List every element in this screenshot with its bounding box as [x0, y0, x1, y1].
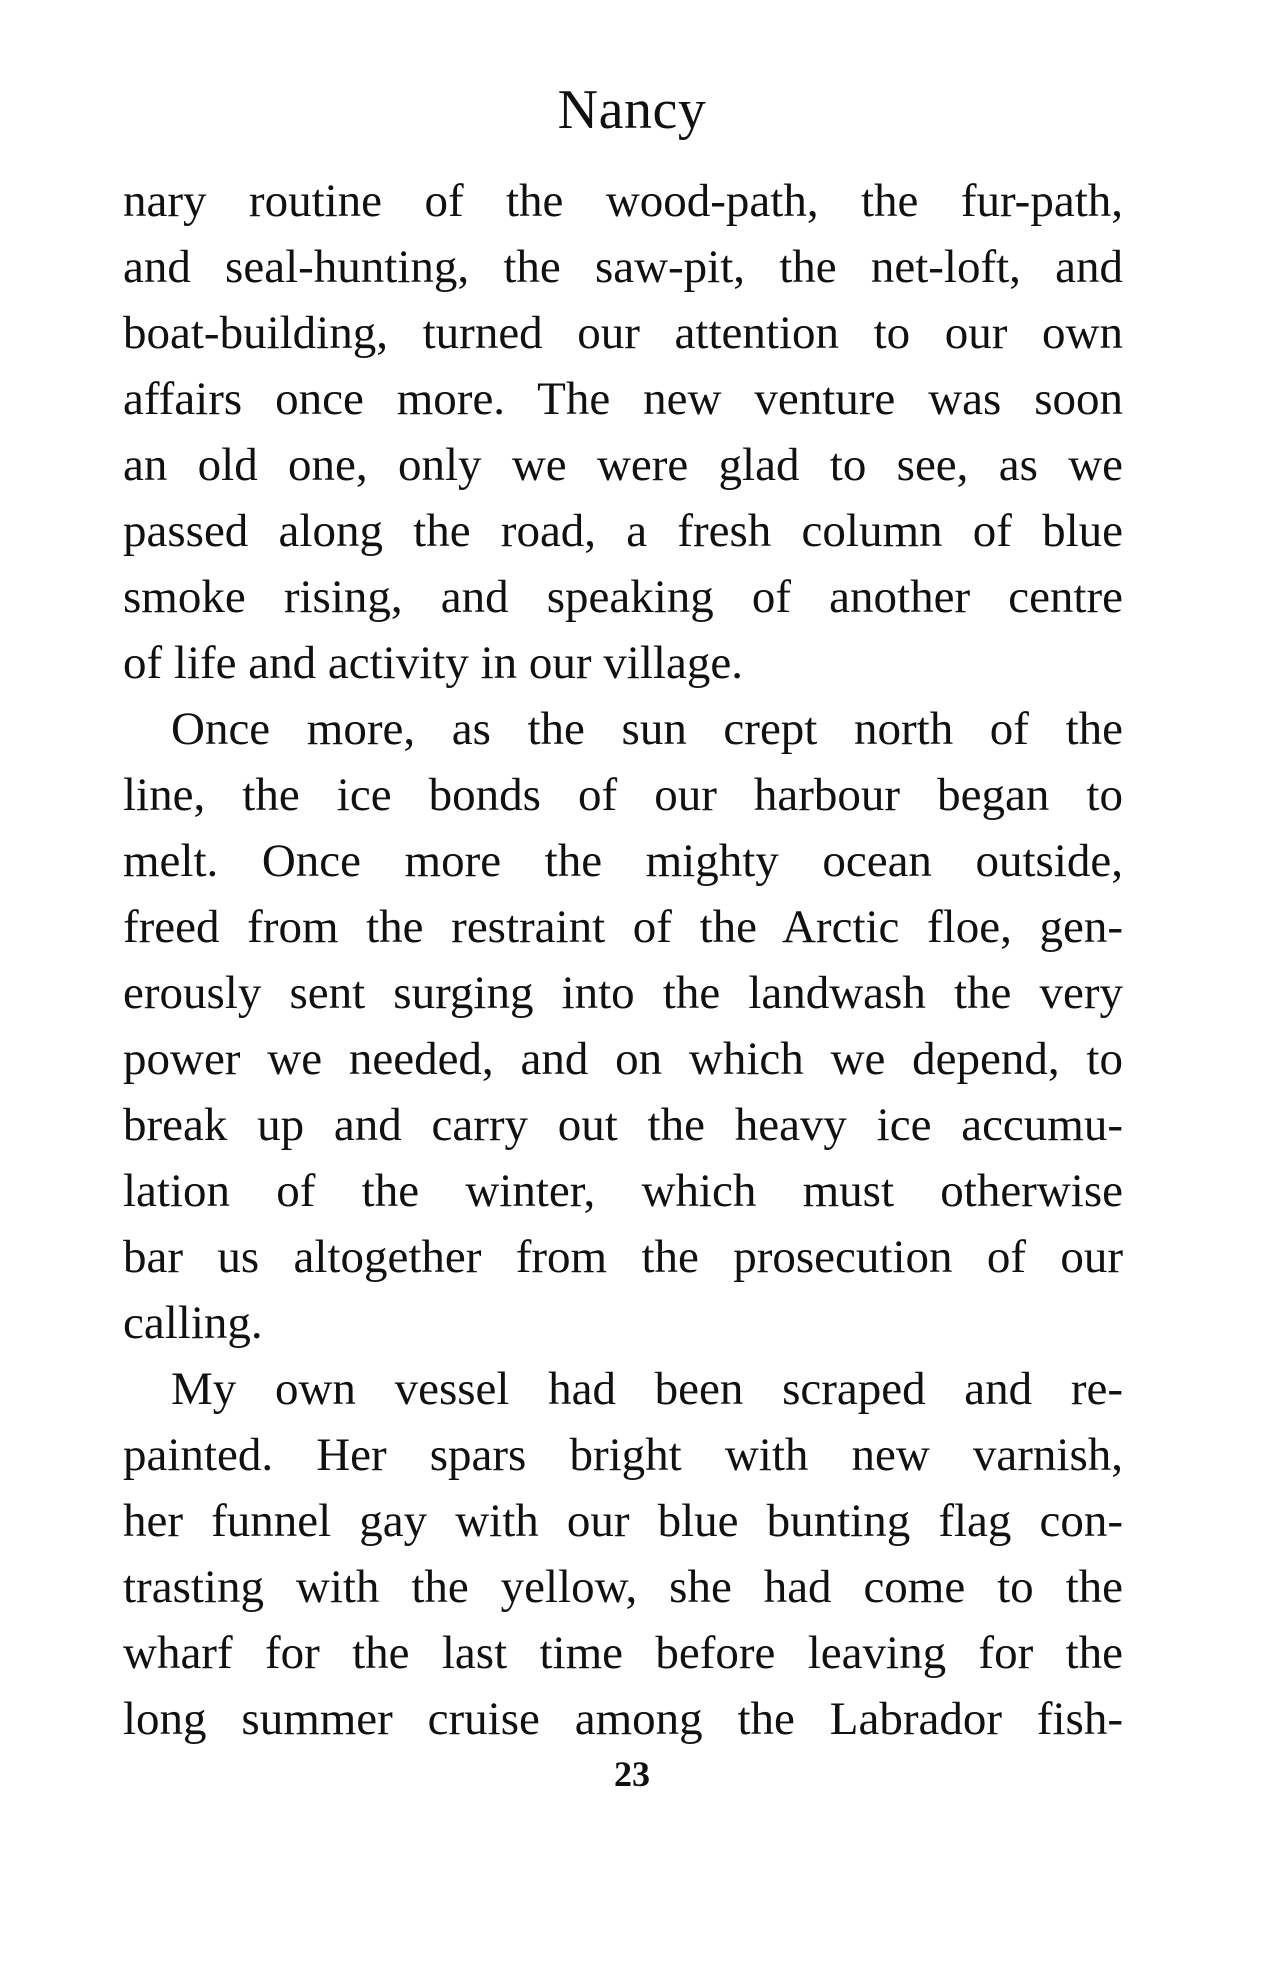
page-number: 23: [614, 1754, 650, 1794]
text-line: My own vessel had been scraped and re-: [171, 1363, 1123, 1415]
text-line: melt. Once more the mighty ocean outside,: [123, 835, 1123, 887]
body-text: [123, 168, 1123, 1752]
text-line: smoke rising, and speaking of another centre: [123, 571, 1123, 623]
text-line: an old one, only we were glad to see, as we: [123, 439, 1123, 491]
running-head: Nancy: [557, 79, 707, 141]
text-line: erously sent surging into the landwash the very: [123, 967, 1123, 1019]
paragraph-3: [123, 1356, 1123, 1752]
text-line: long summer cruise among the Labrador fish-: [123, 1693, 1123, 1745]
text-line: trasting with the yellow, she had come to the: [123, 1561, 1123, 1613]
text-line: her funnel gay with our blue bunting flag con-: [123, 1495, 1123, 1547]
text-line: Once more, as the sun crept north of the: [171, 703, 1123, 755]
text-line: break up and carry out the heavy ice accumu-: [123, 1099, 1123, 1151]
text-line: power we needed, and on which we depend, to: [123, 1033, 1123, 1085]
text-line: lation of the winter, which must otherwise: [123, 1165, 1123, 1217]
text-line: and seal-hunting, the saw-pit, the net-loft, and: [123, 241, 1123, 293]
text-line: calling.: [123, 1297, 263, 1349]
text-line: wharf for the last time before leaving for the: [123, 1627, 1123, 1679]
text-line: freed from the restraint of the Arctic floe, gen-: [123, 901, 1123, 953]
text-line: of life and activity in our village.: [123, 637, 743, 689]
text-line: boat-building, turned our attention to our own: [123, 307, 1123, 359]
text-line: nary routine of the wood-path, the fur-path,: [123, 175, 1123, 227]
text-line: painted. Her spars bright with new varnish,: [123, 1429, 1123, 1481]
text-line: affairs once more. The new venture was soon: [123, 373, 1123, 425]
paragraph-2: [123, 696, 1123, 1356]
text-line: line, the ice bonds of our harbour began to: [123, 769, 1123, 821]
paragraph-1: [123, 168, 1123, 696]
text-line: bar us altogether from the prosecution of our: [123, 1231, 1123, 1283]
text-line: passed along the road, a fresh column of blue: [123, 505, 1123, 557]
